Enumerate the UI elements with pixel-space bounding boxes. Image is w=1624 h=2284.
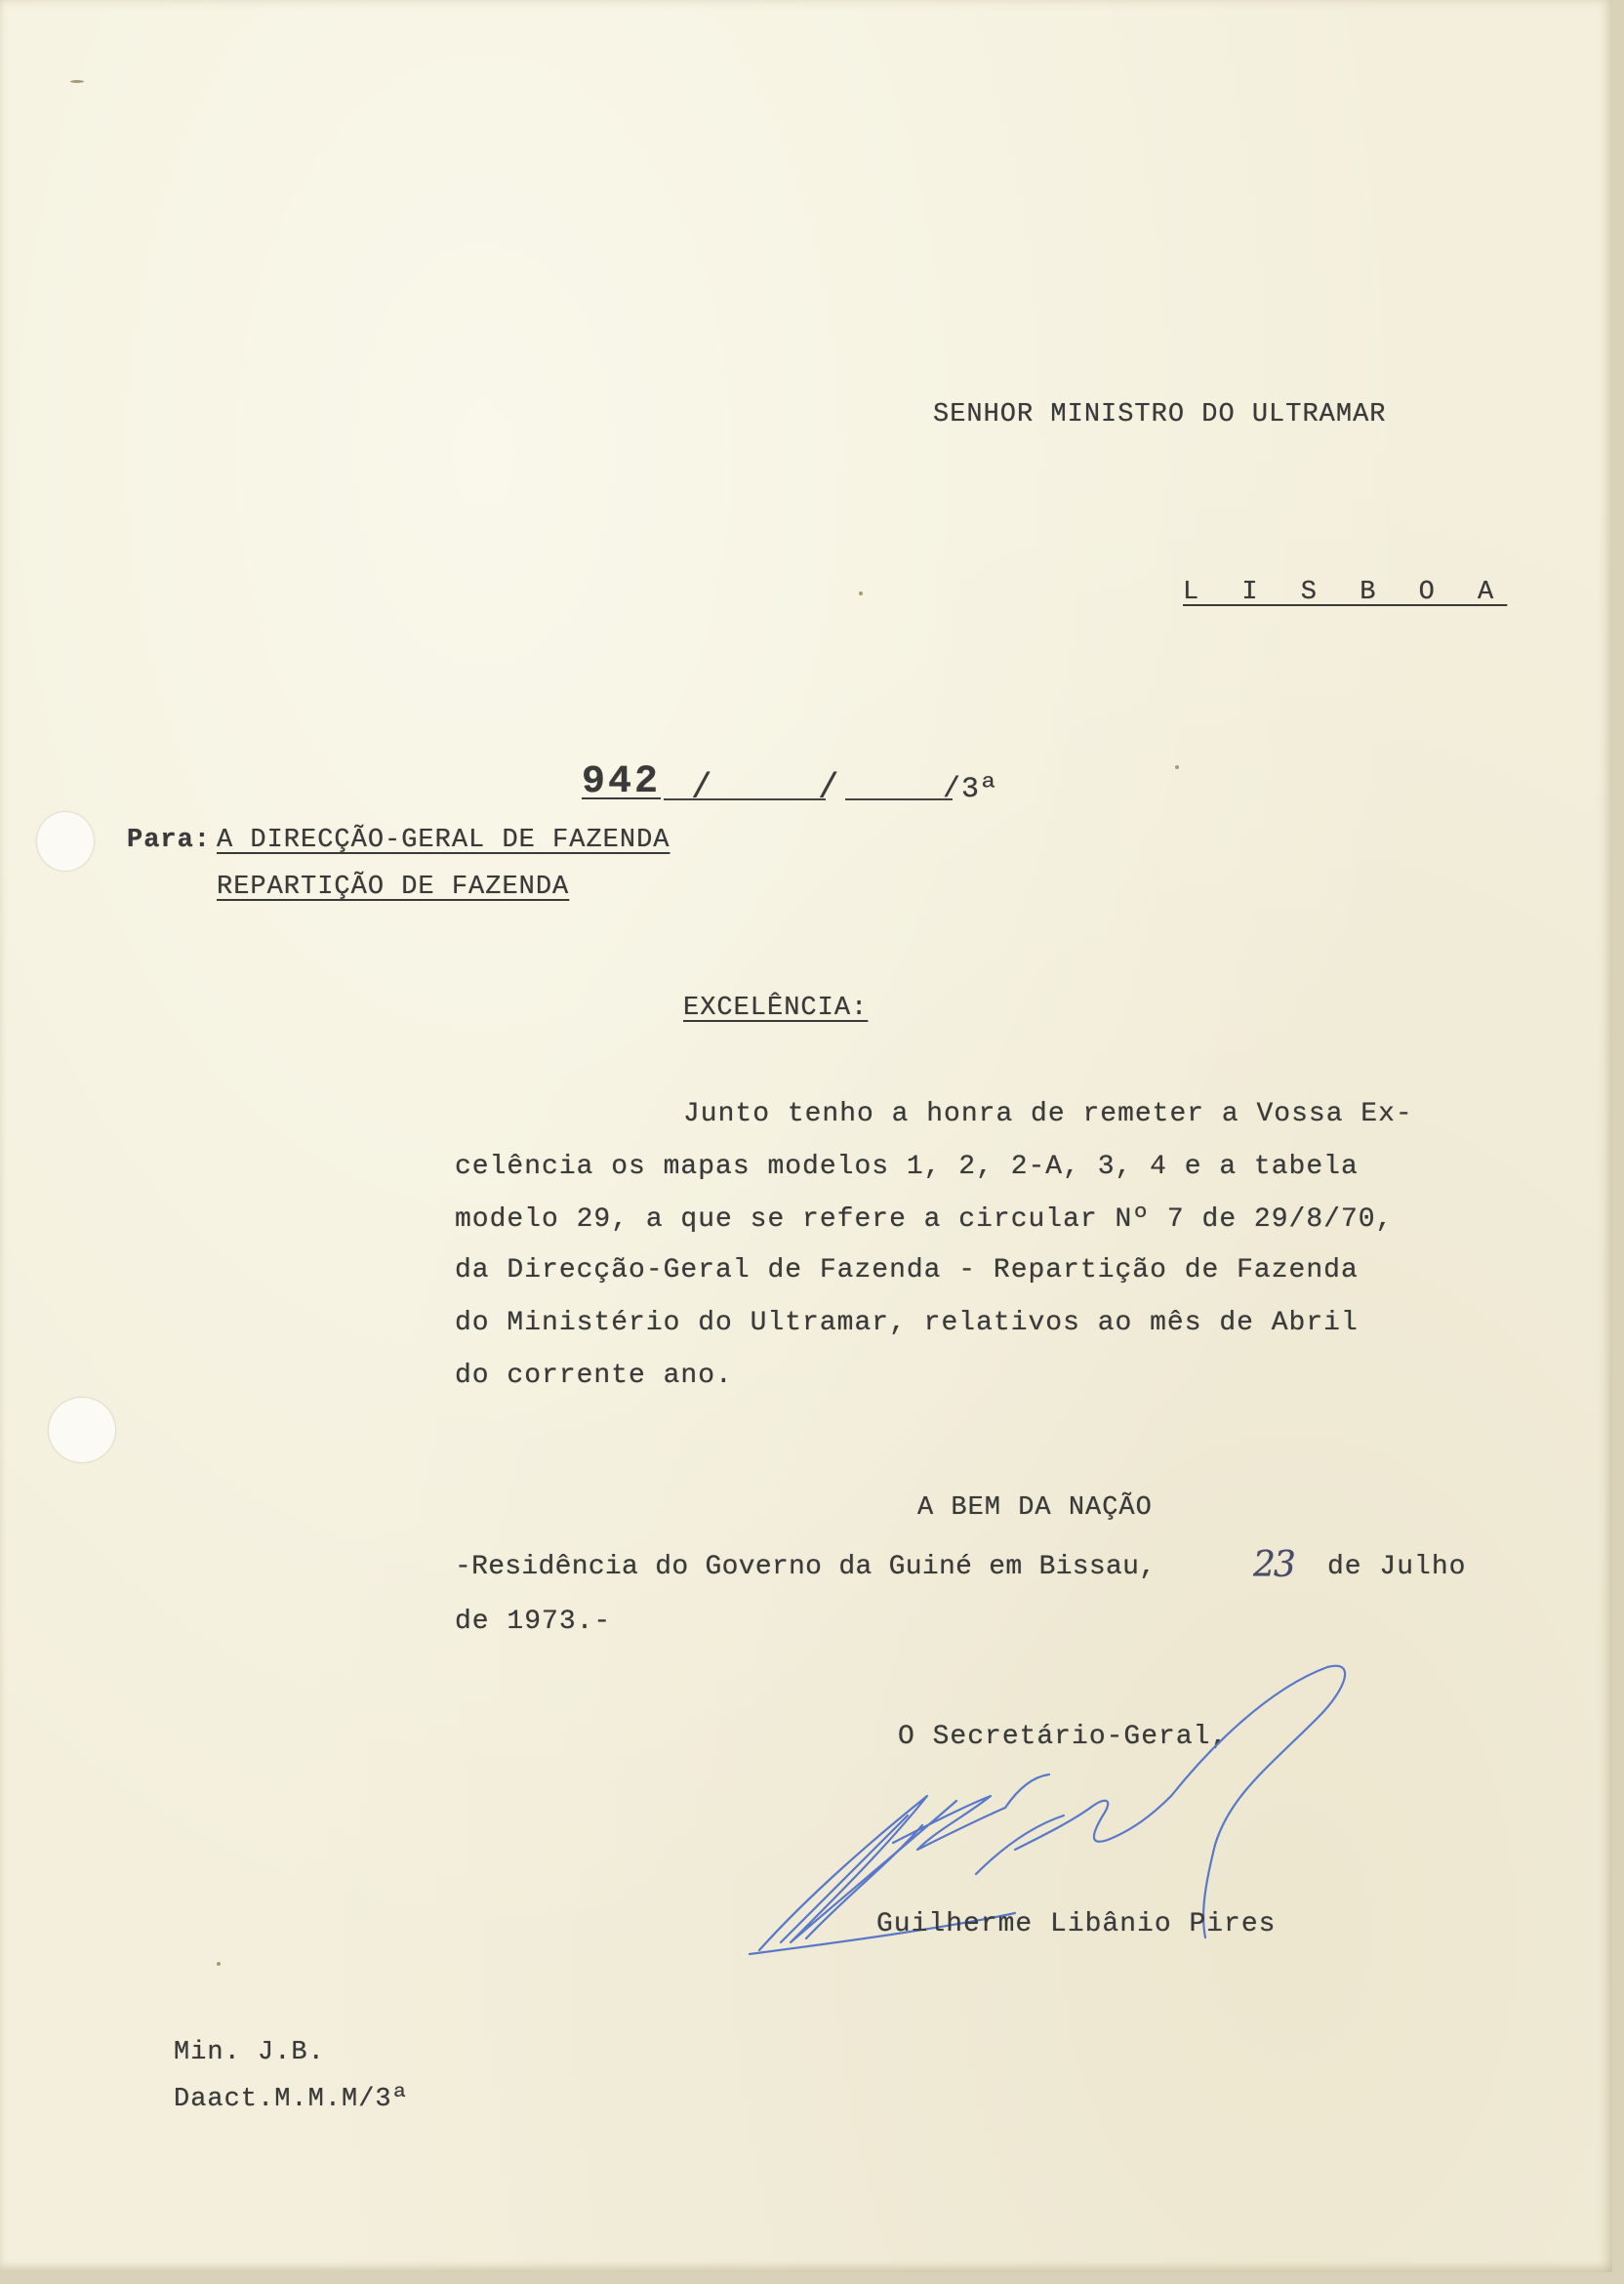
footer-line-2: Daact.M.M.M/3ª [174, 2085, 409, 2114]
destination-line-2: REPARTIÇÃO DE FAZENDA [217, 873, 570, 902]
closing-place-end: de Julho [1327, 1552, 1467, 1582]
addressee-title: SENHOR MINISTRO DO ULTRAMAR [933, 400, 1387, 429]
body-line-6: do corrente ano. [455, 1361, 733, 1391]
body-line-1: Junto tenho a honra de remeter a Vossa Ex- [683, 1099, 1413, 1129]
reference-suffix: /3ª [943, 773, 999, 806]
closing-place-start: -Residência do Governo da Guiné em Bissau, [455, 1552, 1157, 1582]
paper-speck [217, 1962, 221, 1966]
paper-speck [1175, 765, 1179, 769]
reference-slash-1: / [691, 768, 713, 808]
closing-year-line: de 1973.- [455, 1607, 612, 1637]
salutation: EXCELÊNCIA: [683, 994, 869, 1023]
signature-role: O Secretário-Geral, [898, 1722, 1229, 1752]
body-line-2: celência os mapas modelos 1, 2, 2-A, 3, 4 e a tabela [455, 1152, 1359, 1182]
reference-blank-2 [718, 798, 826, 800]
footer-line-1: Min. J.B. [174, 2038, 325, 2067]
reference-number: 942 [582, 760, 662, 804]
signatory-name: Guilherme Libânio Pires [876, 1909, 1277, 1939]
closing-motto: A BEM DA NAÇÃO [917, 1493, 1153, 1523]
reference-slash-2: / [818, 768, 840, 808]
body-line-5: do Ministério do Ultramar, relativos ao mês de Abril [455, 1308, 1359, 1338]
addressee-city: L I S B O A [1183, 578, 1508, 607]
closing-day-handwritten: 23 [1253, 1545, 1294, 1585]
paper-speck [859, 591, 863, 595]
destination-label: Para: [127, 826, 212, 855]
punch-hole-bottom [49, 1398, 115, 1462]
reference-blank-3 [845, 798, 953, 800]
destination-line-1: A DIRECÇÃO-GERAL DE FAZENDA [217, 826, 670, 855]
paper-speck [70, 80, 84, 83]
punch-hole-top [37, 812, 94, 871]
body-line-3: modelo 29, a que se refere a circular Nº 7 de 29/8/70, [455, 1204, 1394, 1235]
body-line-4: da Direcção-Geral de Fazenda - Repartição de Fazenda [455, 1255, 1359, 1285]
